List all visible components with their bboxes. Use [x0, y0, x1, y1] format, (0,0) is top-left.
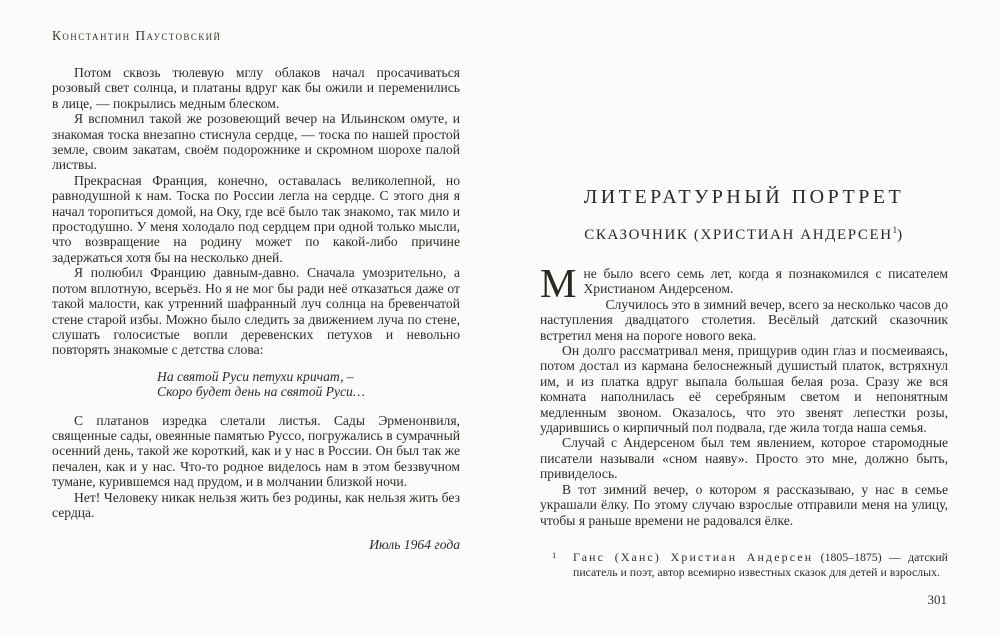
opening-paragraph-text: не было всего семь лет, когда я познакомился с писателем Христианом Андерсеном.	[583, 266, 948, 297]
footnote-marker: 1	[552, 549, 557, 560]
chapter-title	[540, 225, 948, 244]
paragraph: Случай с Андерсеном был тем явлением, которое старомодные писатели называли «сном наяву». Просто это мне, должно быть, привиделось.	[540, 435, 948, 482]
verse-block	[157, 369, 460, 400]
verse-line: На святой Руси петухи кричат, –	[157, 368, 354, 384]
paragraph: С платанов изредка слетали листья. Сады Эрменонвиля, священные сады, овеянные памятью Руссо, погружались в сумрачный осенний день, такой же короткий, как и у нас в России. Он был так же печален, как и у нас. Что-то родное виделось нам в этом беззвучном тумане, курившемся над прудом, и в молчании близкой ночи.	[52, 412, 460, 490]
section-title: ЛИТЕРАТУРНЫЙ ПОРТРЕТ	[583, 186, 905, 208]
chapter-title-text: СКАЗОЧНИК (ХРИСТИАН АНДЕРСЕН	[584, 227, 893, 243]
footnote-person-name: Ганс (Ханс) Христиан Андерсен	[573, 549, 814, 564]
paragraph: Я полюбил Францию давным-давно. Сначала умозрительно, а потом вплотную, всерьёз. Но я не мог бы ради неё отказаться даже от такой малости, как утренний шафранный луч солнца на бревенчатой стене старой избы. Можно было следить за движением луча по стене, слушать голосистые вопли деревенских петухов и невольно повторять знакомые с детства слова:	[52, 265, 460, 358]
chapter-title-suffix: )	[897, 227, 904, 243]
paragraph: Прекрасная Франция, конечно, оставалась великолепной, но равнодушной к нам. Тоска по России легла на сердце. С этого дня я начал торопиться домой, на Оку, где всё было так знакомо, так мило и простодушно. У меня холодало под сердцем при одной только мысли, что возвращение на родину может по какой-либо причине задержаться хотя бы на несколько дней.	[52, 172, 460, 265]
left-page-body	[52, 65, 460, 553]
paragraph: В тот зимний вечер, о котором я рассказываю, у нас в семье украшали ёлку. По этому случаю взрослые отправили меня на улицу, чтобы я раньше времени не радовался ёлке.	[540, 481, 948, 528]
paragraph: Он долго рассматривал меня, прищурив один глаз и посмеиваясь, потом достал из кармана белоснежный душистый платок, встряхнул им, и из платка вдруг выпала большая белая роза. Сразу же вся комната наполнилась её серебряным светом и непонятным медленным звоном. Оказалось, что это звенят лепестки розы, ударившись о кирпичный пол подвала, где жила тогда наша семья.	[540, 343, 948, 436]
footnote-text: (1805–1875) — датский писатель и поэт, автор всемирно известных сказок для детей и взрослых.	[573, 549, 948, 580]
footnote	[540, 550, 948, 580]
page-number: 301	[927, 592, 947, 607]
paragraph: Случилось это в зимний вечер, всего за несколько часов до наступления двадцатого столетия. Весёлый датский сказочник встретил меня на пороге нового века.	[540, 296, 948, 343]
drop-cap: М	[540, 260, 577, 306]
paragraph: Я вспомнил такой же розовеющий вечер на Ильинском омуте, и знакомая тоска внезапно стиснула сердце, — тоска по нашей простой земле, своим закатам, своём подорожнике и скромном шорохе палой листвы.	[52, 111, 460, 173]
date-line: Июль 1964 года	[369, 537, 460, 553]
right-page	[500, 0, 1000, 638]
chapter-title-footnote-mark: 1	[892, 225, 898, 235]
paragraph: Потом сквозь тюлевую мглу облаков начал просачиваться розовый свет солнца, и платаны вдруг как бы ожили и переменились в лице, — покрылись медным блеском.	[52, 65, 460, 111]
right-page-body	[540, 260, 948, 580]
running-header-author: Константин Паустовский	[52, 28, 222, 43]
paragraph: Нет! Человеку никак нельзя жить без родины, как нельзя жить без сердца.	[52, 489, 460, 520]
opening-paragraph	[540, 260, 948, 306]
verse-line: Скоро будет день на святой Руси…	[157, 384, 365, 400]
